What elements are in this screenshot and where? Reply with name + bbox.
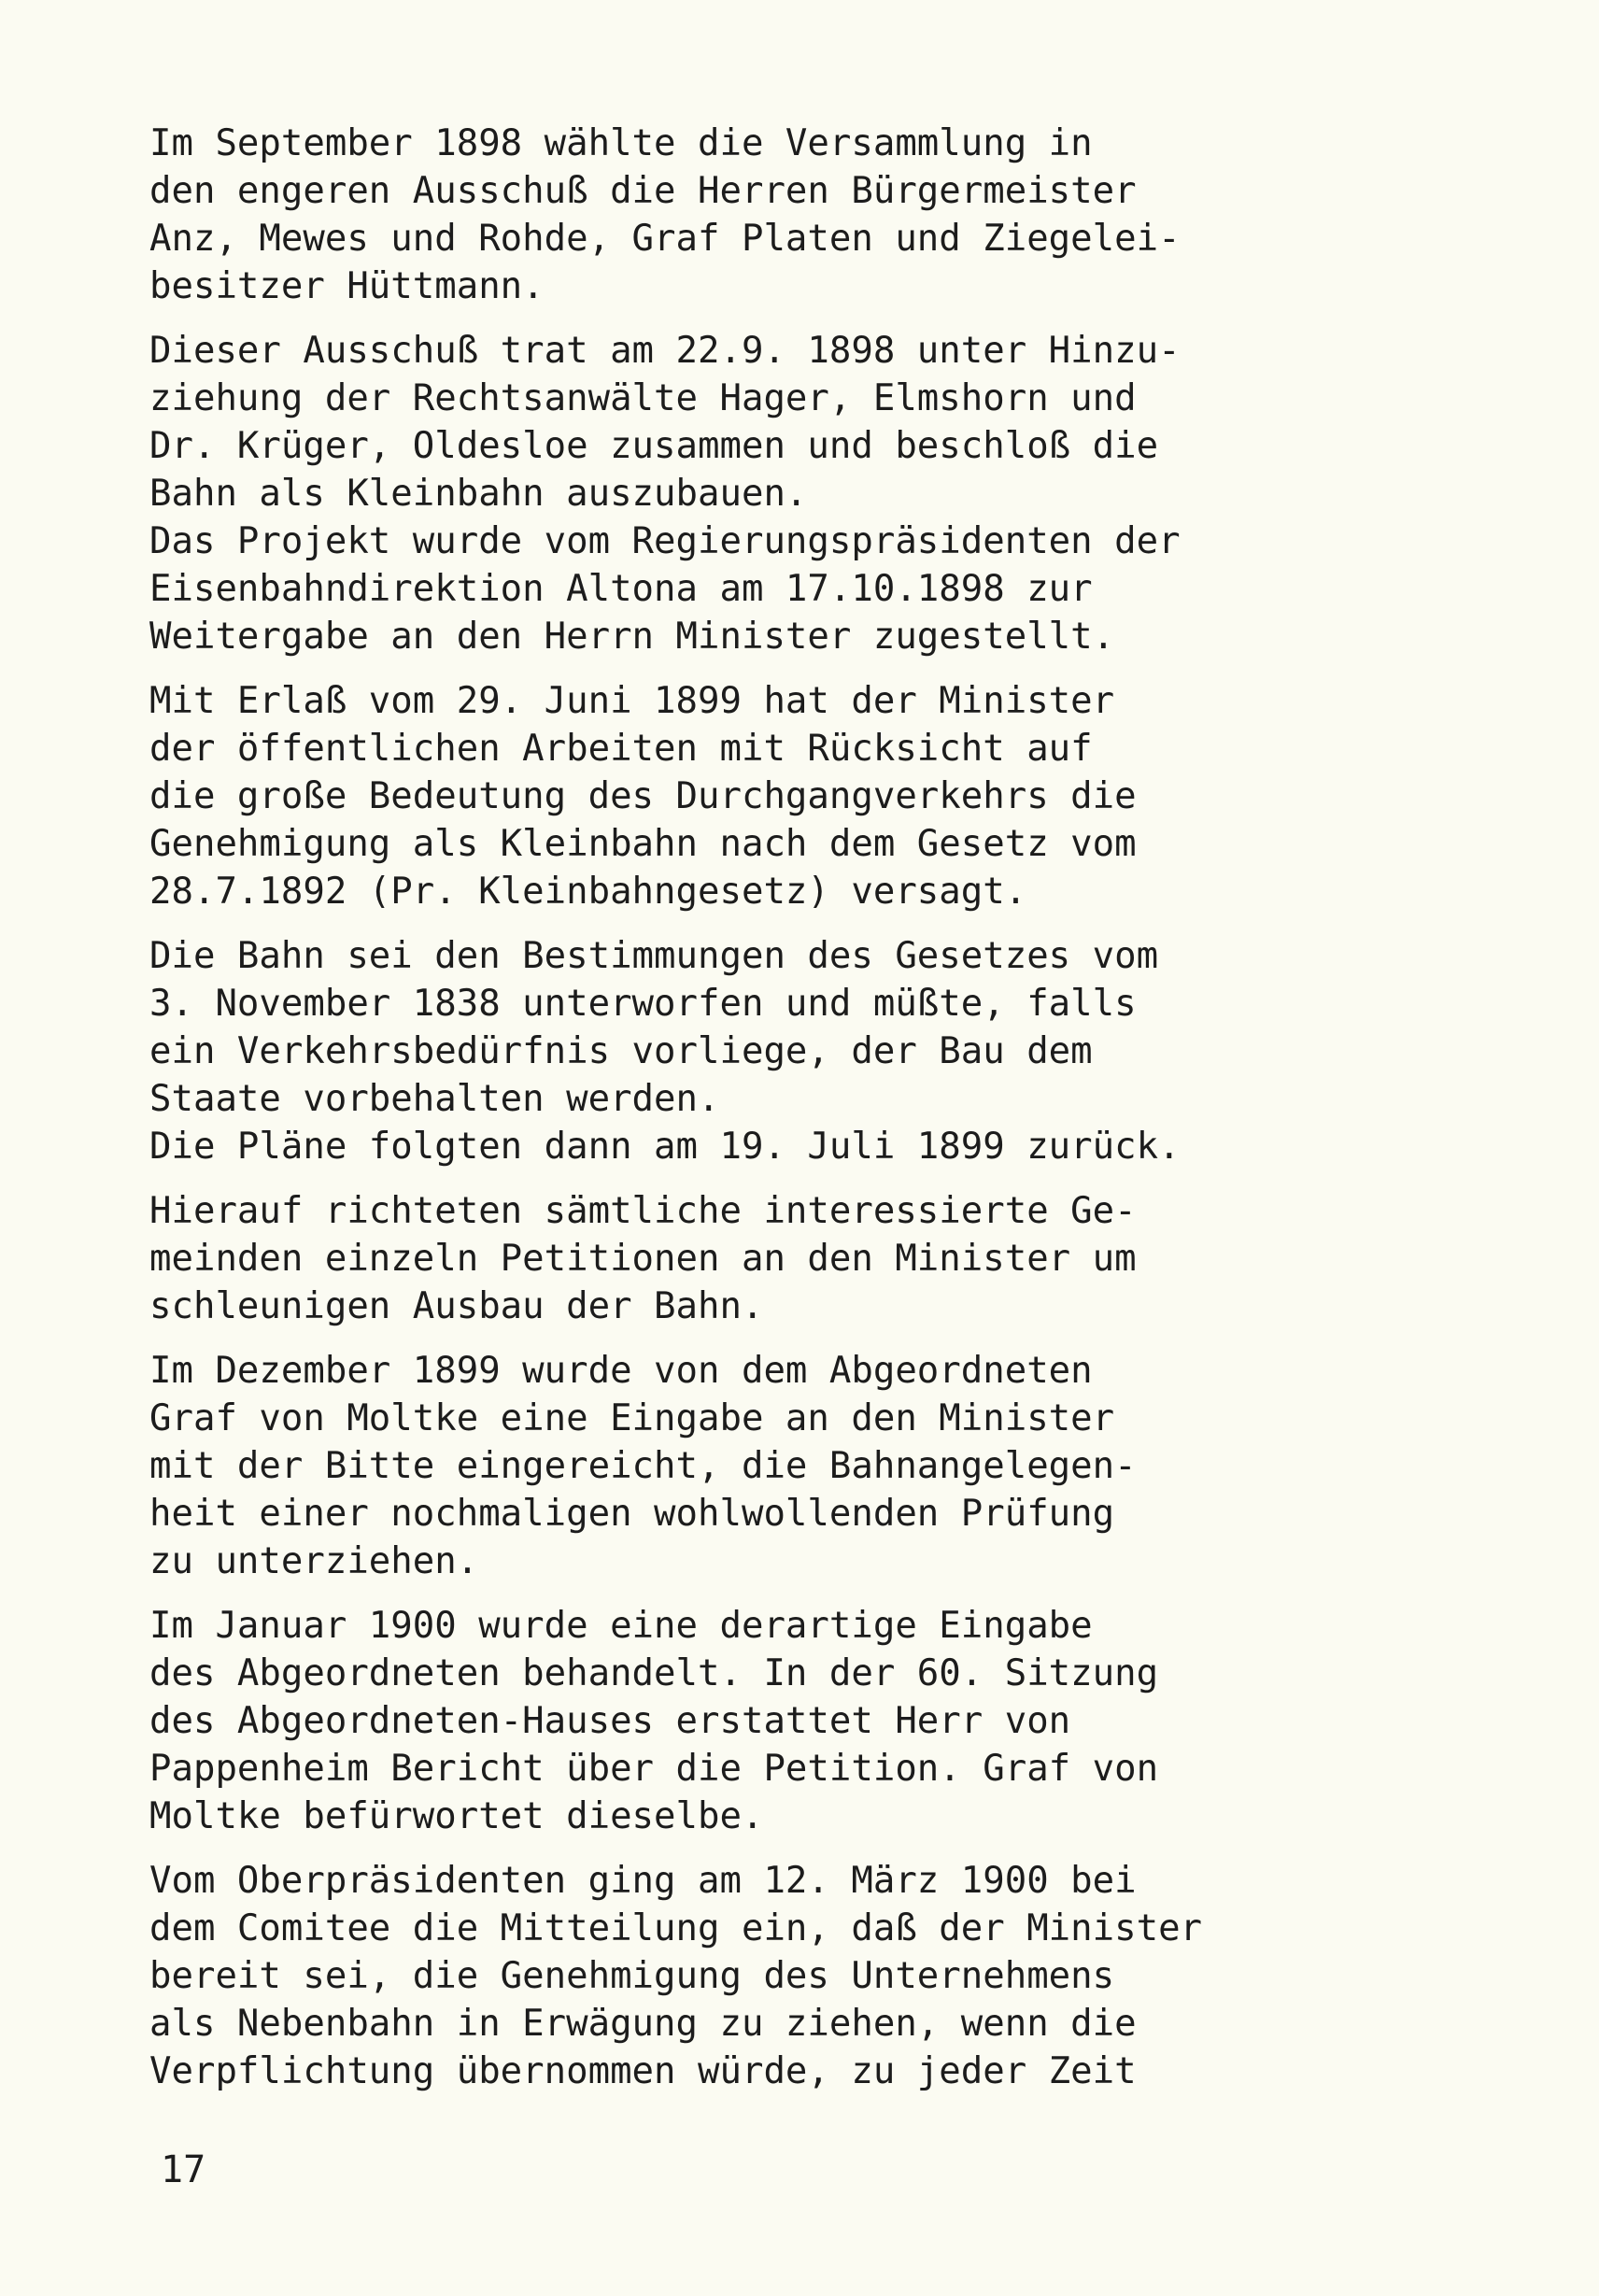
text-line: mit der Bitte eingereicht, die Bahnangelegen- <box>149 1445 1137 1487</box>
paragraph <box>149 1602 1550 1840</box>
paragraph <box>149 932 1550 1170</box>
text-line: Hierauf richteten sämtliche interessierte Ge- <box>149 1190 1137 1232</box>
text-line: des Abgeordneten behandelt. In der 60. Sitzung <box>149 1652 1159 1694</box>
paragraph <box>149 327 1550 660</box>
text-line: ziehung der Rechtsanwälte Hager, Elmshorn und <box>149 377 1137 419</box>
text-line: Genehmigung als Kleinbahn nach dem Gesetz vom <box>149 823 1137 865</box>
text-line: den engeren Ausschuß die Herren Bürgermeister <box>149 170 1137 212</box>
text-line: 3. November 1838 unterworfen und müßte, falls <box>149 983 1137 1025</box>
paragraph <box>149 1347 1550 1585</box>
text-line: Weitergabe an den Herrn Minister zugestellt. <box>149 616 1115 658</box>
text-line: Dieser Ausschuß trat am 22.9. 1898 unter Hinzu- <box>149 330 1181 372</box>
paragraph <box>149 677 1550 915</box>
text-line: Mit Erlaß vom 29. Juni 1899 hat der Minister <box>149 680 1115 722</box>
text-line: Verpflichtung übernommen würde, zu jeder Zeit <box>149 2050 1137 2092</box>
paragraph <box>149 120 1550 310</box>
paragraph <box>149 1857 1550 2095</box>
text-line: Vom Oberpräsidenten ging am 12. März 1900 bei <box>149 1860 1137 1902</box>
page-number: 17 <box>161 2148 206 2191</box>
text-line: heit einer nochmaligen wohlwollenden Prüfung <box>149 1493 1115 1535</box>
body-text <box>149 120 1550 2112</box>
text-line: als Nebenbahn in Erwägung zu ziehen, wenn die <box>149 2003 1137 2045</box>
text-line: Staate vorbehalten werden. <box>149 1078 720 1120</box>
text-line: Im Dezember 1899 wurde von dem Abgeordneten <box>149 1350 1093 1392</box>
paragraph <box>149 1187 1550 1330</box>
text-line: Die Pläne folgten dann am 19. Juli 1899 zurück. <box>149 1126 1181 1168</box>
text-line: zu unterziehen. <box>149 1540 479 1582</box>
text-line: des Abgeordneten-Hauses erstattet Herr von <box>149 1700 1071 1742</box>
text-line: die große Bedeutung des Durchgangverkehrs die <box>149 775 1137 817</box>
text-line: Im Januar 1900 wurde eine derartige Eingabe <box>149 1605 1093 1647</box>
text-line: Im September 1898 wählte die Versammlung in <box>149 122 1093 164</box>
text-line: Moltke befürwortet dieselbe. <box>149 1795 764 1837</box>
text-line: Graf von Moltke eine Eingabe an den Minister <box>149 1397 1115 1439</box>
text-line: besitzer Hüttmann. <box>149 265 545 307</box>
text-line: Bahn als Kleinbahn auszubauen. <box>149 473 808 515</box>
text-line: Die Bahn sei den Bestimmungen des Gesetzes vom <box>149 935 1159 977</box>
text-line: bereit sei, die Genehmigung des Unternehmens <box>149 1955 1115 1997</box>
text-line: Pappenheim Bericht über die Petition. Graf von <box>149 1748 1159 1790</box>
text-line: 28.7.1892 (Pr. Kleinbahngesetz) versagt. <box>149 871 1027 913</box>
text-line: Eisenbahndirektion Altona am 17.10.1898 zur <box>149 568 1093 610</box>
text-line: Das Projekt wurde vom Regierungspräsidenten der <box>149 520 1181 562</box>
text-line: dem Comitee die Mitteilung ein, daß der Minister <box>149 1907 1203 1949</box>
text-line: Anz, Mewes und Rohde, Graf Platen und Ziegelei- <box>149 218 1181 260</box>
text-line: Dr. Krüger, Oldesloe zusammen und beschloß die <box>149 425 1159 467</box>
text-line: ein Verkehrsbedürfnis vorliege, der Bau dem <box>149 1030 1093 1072</box>
text-line: schleunigen Ausbau der Bahn. <box>149 1285 764 1327</box>
text-line: meinden einzeln Petitionen an den Minister um <box>149 1238 1137 1280</box>
text-line: der öffentlichen Arbeiten mit Rücksicht auf <box>149 728 1093 770</box>
